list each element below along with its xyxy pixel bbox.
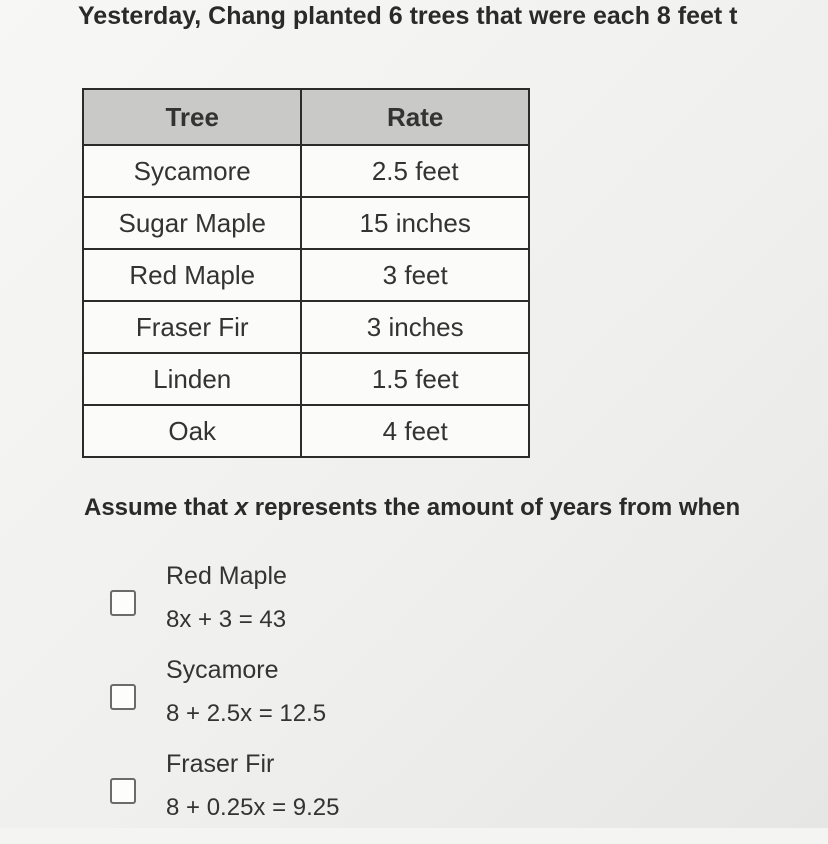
option-tree-name: Fraser Fir xyxy=(166,750,275,778)
prompt-variable: x xyxy=(234,494,249,521)
table-row xyxy=(83,301,529,353)
rate-cell: 15 inches xyxy=(301,197,529,249)
table-row xyxy=(83,405,529,457)
rate-cell: 2.5 feet xyxy=(301,145,529,197)
question-intro-text: Yesterday, Chang planted 6 trees that were each 8 feet t xyxy=(78,2,738,30)
answer-option-fraser-fir[interactable] xyxy=(110,750,710,844)
table-row xyxy=(83,197,529,249)
checkbox-fraser-fir[interactable] xyxy=(110,778,136,804)
column-header-tree: Tree xyxy=(83,89,301,145)
table-row xyxy=(83,249,529,301)
answer-options-list xyxy=(110,562,710,844)
checkbox-red-maple[interactable] xyxy=(110,590,136,616)
answer-option-sycamore[interactable] xyxy=(110,656,710,750)
table-row xyxy=(83,353,529,405)
tree-name-cell: Red Maple xyxy=(83,249,301,301)
tree-name-cell: Linden xyxy=(83,353,301,405)
option-equation: 8 + 0.25x = 9.25 xyxy=(166,794,340,821)
checkbox-sycamore[interactable] xyxy=(110,684,136,710)
prompt-text-after: represents the amount of years from when xyxy=(248,494,741,521)
tree-name-cell: Sugar Maple xyxy=(83,197,301,249)
option-tree-name: Sycamore xyxy=(166,656,279,684)
rate-cell: 3 inches xyxy=(301,301,529,353)
option-tree-name: Red Maple xyxy=(166,562,287,590)
answer-option-red-maple[interactable] xyxy=(110,562,710,656)
table-row xyxy=(83,145,529,197)
column-header-rate: Rate xyxy=(301,89,529,145)
tree-growth-table xyxy=(82,88,530,458)
option-equation: 8 + 2.5x = 12.5 xyxy=(166,700,327,727)
rate-cell: 4 feet xyxy=(301,405,529,457)
rate-cell: 1.5 feet xyxy=(301,353,529,405)
question-prompt xyxy=(84,494,828,522)
tree-name-cell: Sycamore xyxy=(83,145,301,197)
tree-name-cell: Oak xyxy=(83,405,301,457)
rate-cell: 3 feet xyxy=(301,249,529,301)
tree-name-cell: Fraser Fir xyxy=(83,301,301,353)
prompt-text-before: Assume that xyxy=(84,494,235,521)
table-header-row xyxy=(83,89,529,145)
option-equation: 8x + 3 = 43 xyxy=(166,606,287,633)
